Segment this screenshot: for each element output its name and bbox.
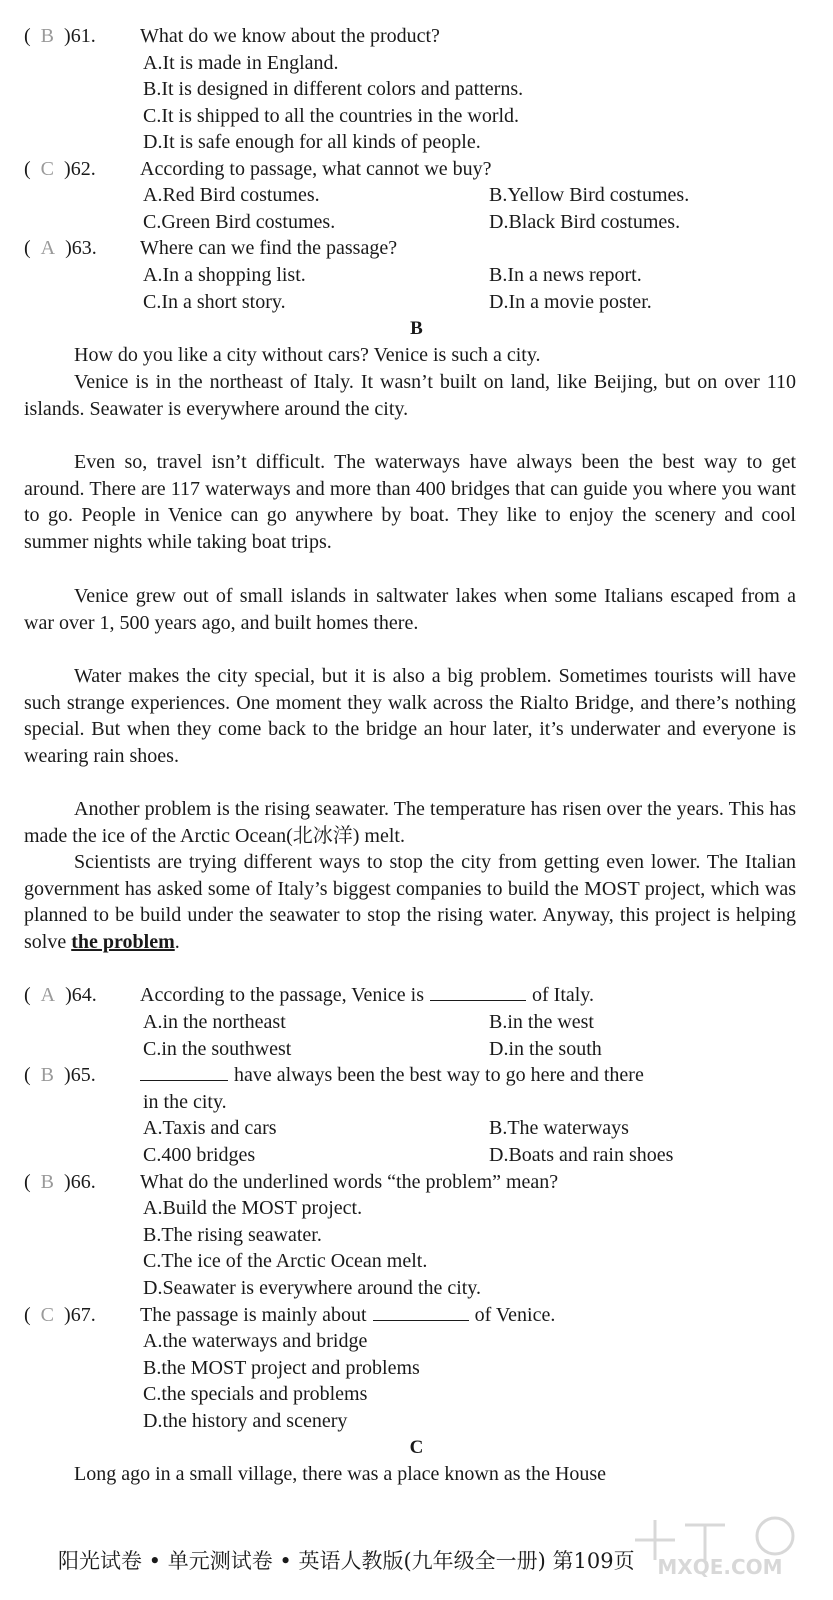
option: A.the waterways and bridge <box>143 1330 368 1352</box>
question-67: ( C )67. The passage is mainly about of Venice. <box>24 1304 556 1326</box>
option: C.400 bridges <box>143 1144 256 1166</box>
option: B.The waterways <box>489 1117 629 1139</box>
option: B.In a news report. <box>489 264 642 286</box>
question-text: What do the underlined words “the problem” mean? <box>140 1171 559 1193</box>
option: C.The ice of the Arctic Ocean melt. <box>143 1250 428 1272</box>
answer-mark: A <box>40 984 56 1006</box>
passage-paragraph: Even so, travel isn’t difficult. The waterways have always been the best way to get around. There are 117 waterways and more than 400 bridges that can guide you where you want to go. People in Venice can go anywhere by boat. They like to enjoy the scenery and cool summer nights while taking boat trips. <box>24 451 796 554</box>
page-footer: 阳光试卷 • 单元测试卷 • 英语人教版(九年级全一册) 第109页 <box>58 1549 635 1573</box>
watermark-logo-icon <box>625 1510 815 1580</box>
passage-paragraph: Scientists are trying different ways to stop the city from getting even lower. The Italian government has asked some of Italy’s biggest companies to build the MOST project, which was planned to be build under the seawater to stop the rising water. Anyway, this project is helping solve the problem. <box>24 851 796 954</box>
passage-paragraph: Another problem is the rising seawater. The temperature has risen over the years. This has made the ice of the Arctic Ocean(北冰洋) melt. <box>24 798 796 847</box>
option: D.in the south <box>489 1038 602 1060</box>
option: D.Black Bird costumes. <box>489 211 681 233</box>
answer-mark: B <box>40 1171 55 1193</box>
answer-bracket: ( A )63. <box>24 237 97 259</box>
option: B.the MOST project and problems <box>143 1357 420 1379</box>
answer-mark: C <box>40 1304 55 1326</box>
option: D.It is safe enough for all kinds of people. <box>143 131 481 153</box>
answer-bracket: ( C )62. <box>24 158 96 180</box>
question-61 <box>24 23 440 49</box>
option: B.The rising seawater. <box>143 1224 322 1246</box>
question-text: According to passage, what cannot we buy? <box>140 158 492 180</box>
question-continuation: in the city. <box>143 1091 227 1113</box>
answer-bracket: ( A )64. <box>24 984 97 1006</box>
question-text: What do we know about the product? <box>140 25 440 47</box>
option: B.in the west <box>489 1011 594 1033</box>
answer-bracket: ( B )65. <box>24 1064 96 1086</box>
answer-bracket: ( C )67. <box>24 1304 96 1326</box>
watermark-text: MXQE.COM <box>657 1555 783 1579</box>
option: B.It is designed in different colors and patterns. <box>143 78 524 100</box>
answer-mark: B <box>40 25 55 47</box>
question-63 <box>24 235 397 261</box>
option: D.In a movie poster. <box>489 291 652 313</box>
question-62 <box>24 156 492 182</box>
passage-paragraph: How do you like a city without cars? Venice is such a city. <box>74 344 541 366</box>
underlined-phrase: the problem <box>71 931 175 954</box>
question-66 <box>24 1169 558 1195</box>
option: C.It is shipped to all the countries in the world. <box>143 105 520 127</box>
option: B.Yellow Bird costumes. <box>489 184 690 206</box>
option: C.Green Bird costumes. <box>143 211 336 233</box>
option: C.In a short story. <box>143 291 286 313</box>
option: A.Build the MOST project. <box>143 1197 363 1219</box>
section-heading-b: B <box>410 318 423 339</box>
option: A.In a shopping list. <box>143 264 306 286</box>
passage-paragraph: Venice grew out of small islands in saltwater lakes when some Italians escaped from a war over 1, 500 years ago, and built homes there. <box>24 585 796 634</box>
answer-mark: B <box>40 1064 55 1086</box>
passage-paragraph: Venice is in the northeast of Italy. It wasn’t built on land, like Beijing, but on over 110 islands. Seawater is everywhere around the city. <box>24 371 796 420</box>
option: D.Boats and rain shoes <box>489 1144 674 1166</box>
question-65: ( B )65. have always been the best way to go here and there <box>24 1064 644 1086</box>
answer-bracket: ( B )61. <box>24 25 96 47</box>
option: C.in the southwest <box>143 1038 292 1060</box>
answer-blank <box>140 1062 228 1081</box>
option: A.Taxis and cars <box>143 1117 277 1139</box>
option: A.Red Bird costumes. <box>143 184 320 206</box>
option: D.the history and scenery <box>143 1410 348 1432</box>
answer-mark: A <box>40 237 56 259</box>
passage-paragraph: Water makes the city special, but it is also a big problem. Sometimes tourists will have such strange experiences. One moment they walk across the Rialto Bridge, and there’s nothing special. But when they come back to the bridge an hour later, it’s underwater and everyone is wearing rain shoes. <box>24 665 796 768</box>
option: A.It is made in England. <box>143 52 339 74</box>
section-heading-c: C <box>409 1437 424 1458</box>
option: A.in the northeast <box>143 1011 286 1033</box>
option: D.Seawater is everywhere around the city. <box>143 1277 482 1299</box>
answer-blank <box>373 1302 469 1321</box>
answer-blank <box>430 982 526 1001</box>
passage-first-line: Long ago in a small village, there was a place known as the House <box>74 1463 607 1485</box>
answer-bracket: ( B )66. <box>24 1171 96 1193</box>
question-text: Where can we find the passage? <box>140 237 398 259</box>
option: C.the specials and problems <box>143 1383 368 1405</box>
answer-mark: C <box>40 158 55 180</box>
question-64: ( A )64. According to the passage, Venice is of Italy. <box>24 984 595 1006</box>
